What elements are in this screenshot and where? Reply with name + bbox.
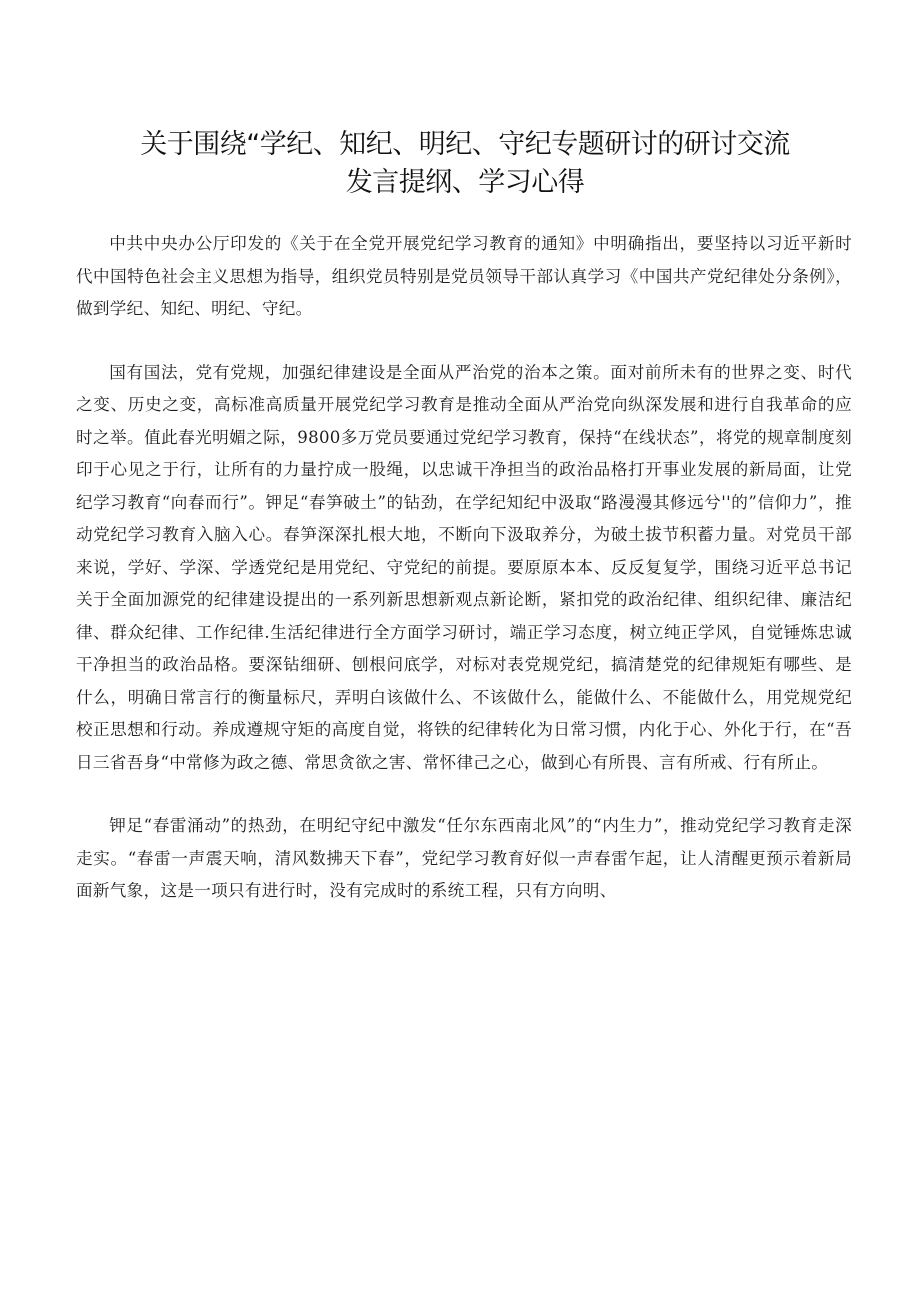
paragraph-2: 国有国法，党有党规，加强纪律建设是全面从严治党的治本之策。面对前所未有的世界之变、时代之变、历史之变，高标准高质量开展党纪学习教育是推动全面从严治党向纵深发展和进行自我革命的应时之举。值此春光明媚之际，9800多万党员要通过党纪学习教育，保持“在线状态”，将党的规章制度刻印于心见之于行，让所有的力量拧成一股绳，以忠诚干净担当的政治品格打开事业发展的新局面，让党纪学习教育“向春而行”。钾足“春笋破土”的钻劲，在学纪知纪中汲取“路漫漫其修远兮''的”信仰力”，推动党纪学习教育入脑入心。春笋深深扎根大地，不断向下汲取养分，为破土拔节积蓄力量。对党员干部来说，学好、学深、学透党纪是用党纪、守党纪的前提。要原原本本、反反复复学，围绕习近平总书记关于全面加源党的纪律建设提出的一系列新思想新观点新论断，紧扣党的政治纪律、组织纪律、廉洁纪律、群众纪律、工作纪律.生活纪律进行全方面学习研讨，端正学习态度，树立纯正学风，自觉锤炼忠诚干净担当的政治品格。要深钻细研、刨根问底学，对标对表党规党纪，搞清楚党的纪律规矩有哪些、是什么，明确日常言行的衡量标尺，弄明白该做什么、不该做什么，能做什么、不能做什么，用党规党纪校正思想和行动。养成遵规守矩的高度自觉，将铁的纪律转化为日常习惯，内化于心、外化于行，在“吾日三省吾身“中常修为政之德、常思贪欲之害、常怀律己之心，做到心有所畏、言有所戒、行有所止。 bbox=[76, 362, 852, 772]
document-body bbox=[76, 228, 852, 939]
title-line-2: 发言提纲、学习心得 bbox=[345, 167, 585, 198]
paragraph-1: 中共中央办公厅印发的《关于在全党开展党纪学习教育的通知》中明确指出，要坚持以习近平新时代中国特色社会主义思想为指导，组织党员特别是党员领导干部认真学习《中国共产党纪律处分条例》，做到学纪、知纪、明纪、守纪。 bbox=[76, 234, 852, 318]
paragraph-3: 钾足“春雷涌动”的热劲，在明纪守纪中激发“任尔东西南北风”的“内生力”，推动党纪学习教育走深走实。“春雷一声震天响，清风数拂天下春”，党纪学习教育好似一声春雷乍起，让人清醒更预示着新局面新气象，这是一项只有进行时，没有完成时的系统工程，只有方向明、 bbox=[76, 816, 852, 900]
title-line-1: 关于围绕“学纪、知纪、明纪、守纪专题研讨的研讨交流 bbox=[140, 129, 790, 160]
document-title bbox=[70, 126, 860, 202]
